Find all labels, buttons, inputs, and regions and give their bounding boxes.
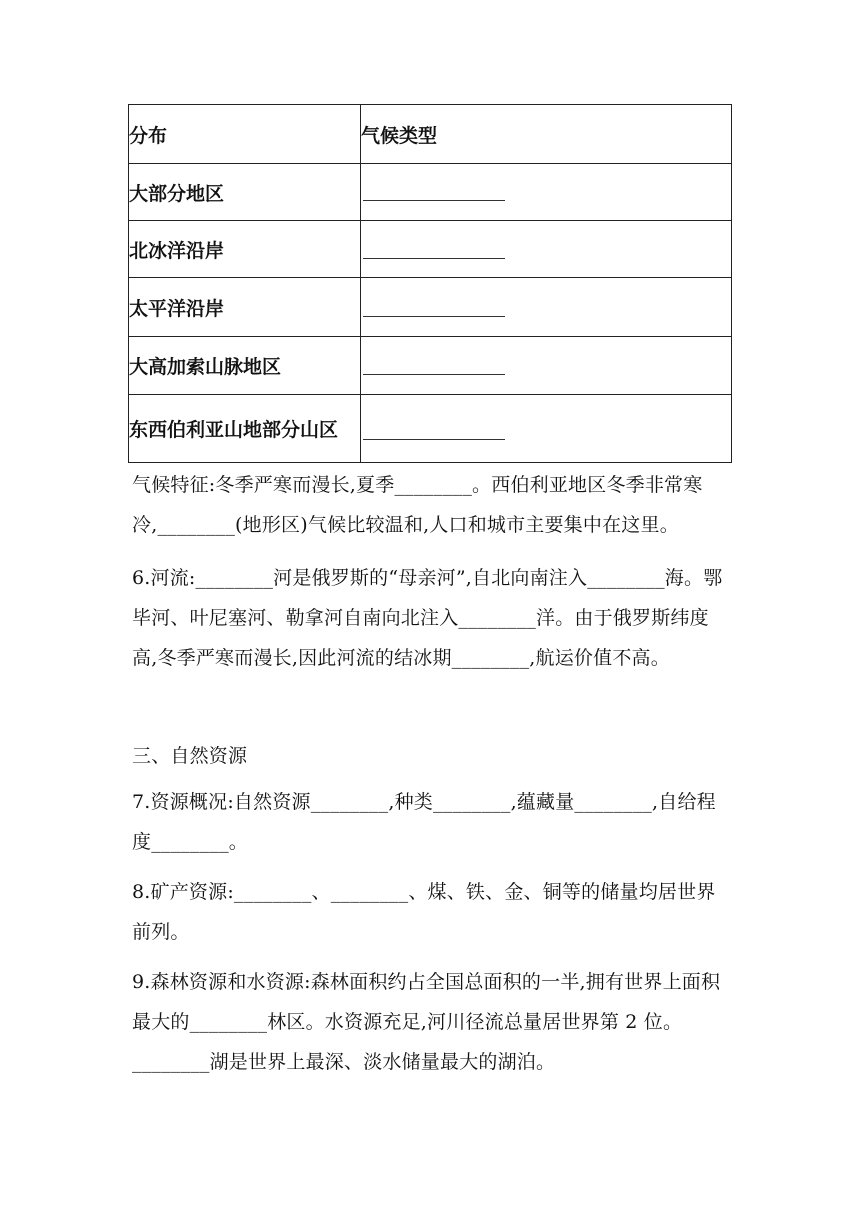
- answer-blank-line: [363, 374, 505, 375]
- section-heading-natural-resources: 三、自然资源: [132, 745, 248, 767]
- question-7-resource-overview: 7.资源概况:自然资源________,种类________,蕴藏量________,自给程度________。: [132, 791, 716, 853]
- table-header-row: [129, 105, 732, 164]
- region-cell: 大部分地区: [129, 164, 361, 221]
- region-cell: 北冰洋沿岸: [129, 221, 361, 278]
- climate-features-paragraph: 气候特征:冬季严寒而漫长,夏季________。西伯利亚地区冬季非常寒冷,________(地形区)气候比较温和,人口和城市主要集中在这里。: [132, 474, 703, 536]
- question-8-mineral-resources: 8.矿产资源:________、________、煤、铁、金、铜等的储量均居世界前列。: [132, 881, 716, 943]
- header-distribution: 分布: [129, 105, 361, 164]
- table-row: [129, 395, 732, 463]
- climate-blank-cell: [361, 164, 732, 221]
- climate-blank-cell: [361, 278, 732, 337]
- answer-blank-line: [363, 439, 505, 440]
- climate-blank-cell: [361, 337, 732, 395]
- region-cell: 东西伯利亚山地部分山区: [129, 395, 361, 463]
- climate-blank-cell: [361, 221, 732, 278]
- answer-blank-line: [363, 316, 505, 317]
- region-cell: 大高加索山脉地区: [129, 337, 361, 395]
- answer-blank-line: [363, 200, 505, 201]
- table-row: [129, 164, 732, 221]
- question-9-forest-water: 9.森林资源和水资源:森林面积约占全国总面积的一半,拥有世界上面积最大的________林区。水资源充足,河川径流总量居世界第 2 位。________湖是世界上最深、淡水储量最大的湖泊。: [132, 971, 721, 1073]
- question-6-rivers: 6.河流:________河是俄罗斯的“母亲河”,自北向南注入________海。鄂毕河、叶尼塞河、勒拿河自南向北注入________洋。由于俄罗斯纬度高,冬季严寒而漫长,因此河流的结冰期________,航运价值不高。: [132, 567, 723, 669]
- climate-distribution-table: [128, 104, 732, 463]
- table-row: [129, 337, 732, 395]
- table-row: [129, 221, 732, 278]
- region-cell: 太平洋沿岸: [129, 278, 361, 337]
- table-row: [129, 278, 732, 337]
- climate-blank-cell: [361, 395, 732, 463]
- answer-blank-line: [363, 258, 505, 259]
- header-climate-type: 气候类型: [361, 105, 732, 164]
